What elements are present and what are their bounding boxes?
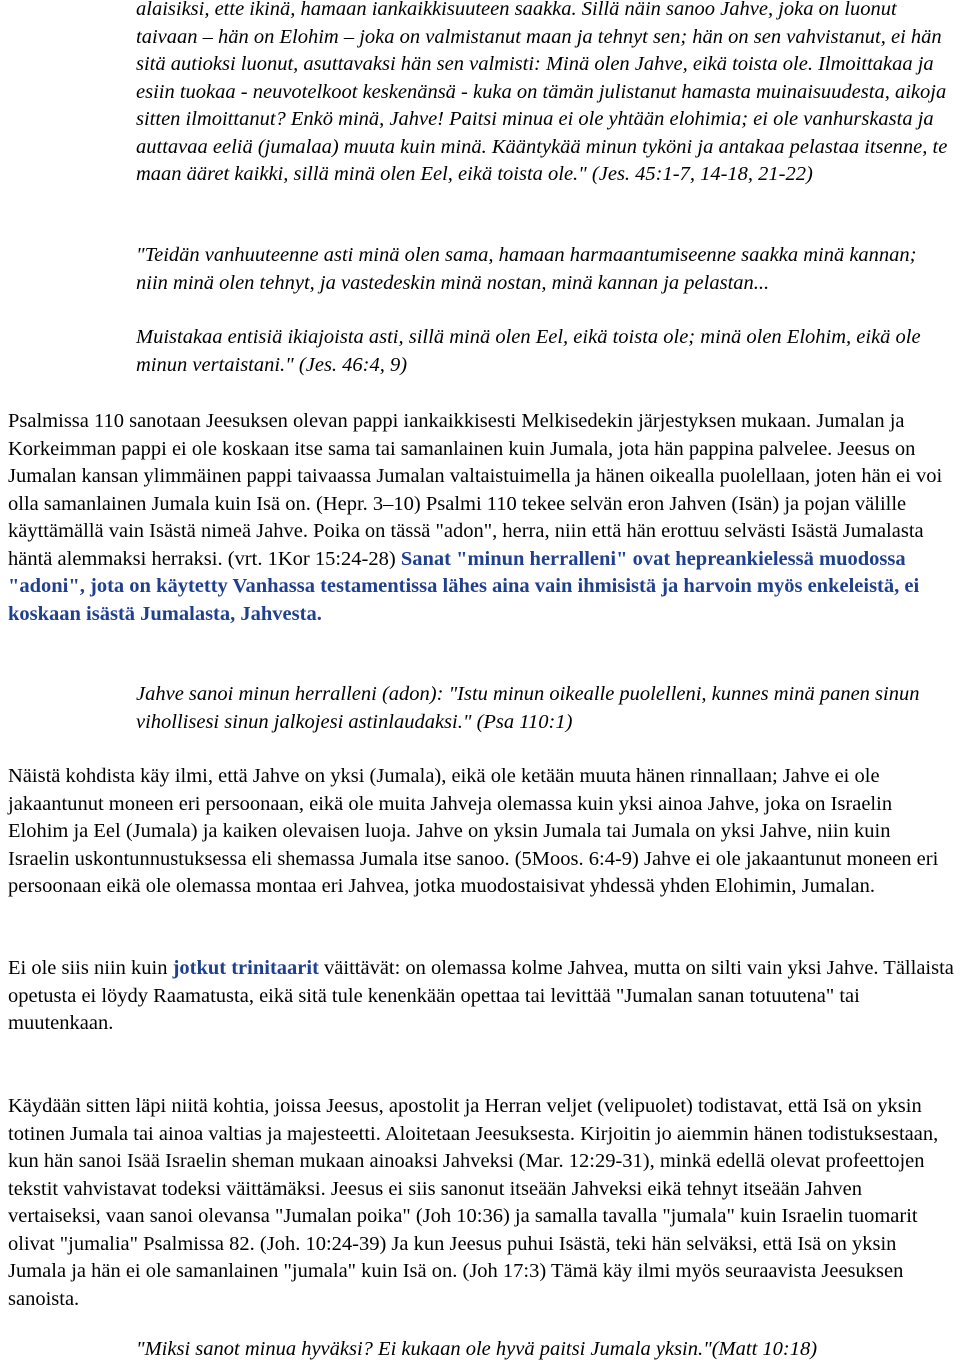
quote-psa-110: Jahve sanoi minun herralleni (adon): "Istu minun oikealle puolelleni, kunnes minä panen sinun vihollisesi sinun jalkojesi astinlaudaksi." (Psa 110:1) <box>136 683 920 733</box>
quote-jes-45: alaisiksi, ette ikinä, hamaan iankaikkisuuteen saakka. Sillä näin sanoo Jahve, joka on luonut taivaan – hän on Elohim – joka on valmistanut maan ja tehnyt sen; hän on sen vahvistanut, ei hän sitä autioksi luonut, asuttavaksi hän sen valmisti: Minä olen Jahve, eikä toista ole. Ilmoittakaa ja esiin tuokaa - neuvotelkoot keskenänsä - kuka on tämän julistanut hamasta muinaisuudesta, aikoja sitten ilmoittanut? Enkö minä, Jahve! Paitsi minua ei ole yhtään elohimia; ei ole vanhurskasta ja auttavaa eeliä (jumalaa) muuta kuin minä. Kääntykää minun tyköni ja antakaa pelastaa itsenne, te maan ääret kaikki, sillä minä olen Eel, eikä toista ole." (Jes. 45:1-7, 14-18, 21-22) <box>136 0 948 185</box>
quote-jes-46-part-2: Muistakaa entisiä ikiajoista asti, sillä minä olen Eel, eikä toista ole; minä olen Elohim, eikä ole minun vertaistani." (Jes. 46:4, 9) <box>136 326 921 376</box>
link-jotkut-trinitaarit[interactable]: jotkut trinitaarit <box>172 957 319 979</box>
paragraph-jahve-yksi: Näistä kohdista käy ilmi, että Jahve on yksi (Jumala), eikä ole ketään muuta hänen rinnallaan; Jahve ei ole jakaantunut moneen eri persoonaan, eikä ole muita Jahveja olemassa kuin yksi ainoa Jahve, joka on Israelin Elohim ja Eel (Jumala) ja kaiken olevaisen luoja. Jahve on yksin Jumala tai Jumala on yksi Jahve, niin kuin Israelin uskontunnustuksessa eli shemassa Jumala itse sanoo. (5Moos. 6:4-9) Jahve ei ole jakaantunut moneen eri persoonaan eikä ole olemassa montaa eri Jahvea, jotka muodostaisivat yhdessä yhden Elohimin, Jumalan. <box>8 765 939 897</box>
highlight-adoni: Sanat "minun herralleni" ovat hepreankielessä muodossa "adoni", jota on käytetty Vanhassa testamentissa lähes aina vain ihmisistä ja harvoin myös enkeleistä, ei koskaan isästä Jumalasta, Jahvesta. <box>8 547 920 625</box>
paragraph-trinitaarit-before: Ei ole siis niin kuin <box>8 957 173 979</box>
paragraph-trinitaarit-after: väittävät: on olemassa kolme Jahvea, mutta on silti vain yksi Jahve. Tällaista opetusta ei löydy Raamatusta, eikä sitä tule kenenkään opettaa tai levittää "Jumalan sanan totuutena" tai muutenkaan. <box>8 957 954 1034</box>
paragraph-psalm-110 <box>8 408 956 628</box>
quote-matt-10-18: "Miksi sanot minua hyväksi? Ei kukaan ole hyvä paitsi Jumala yksin."(Matt 10:18) <box>136 1338 818 1360</box>
paragraph-trinitaarit <box>8 955 956 1038</box>
quote-jes-46-part-1: "Teidän vanhuuteenne asti minä olen sama, hamaan harmaantumiseenne saakka minä kannan; niin minä olen tehnyt, ja vastedeskin minä nostan, minä kannan ja pelastan... <box>136 244 917 294</box>
paragraph-psalm-110-text: Psalmissa 110 sanotaan Jeesuksen olevan pappi iankaikkisesti Melkisedekin järjestyksen mukaan. Jumalan ja Korkeimman pappi ei ole koskaan itse sama tai samanlainen kuin Jumala, jota hän pappina palvelee. Jeesus on Jumalan kansan ylimmäinen pappi taivaassa Jumalan valtaistuimella ja hänen oikealla puolellaan, joten hän ei voi olla samanlainen Jumala kuin Isä on. (Hepr. 3–10) Psalmi 110 tekee selvän eron Jahven (Isän) ja pojan välille käyttämällä vain Isästä nimeä Jahve. Poika on tässä "adon", herra, niin että hän erottuu selvästi Isästä Jumalasta häntä alemmaksi herraksi. (vrt. 1Kor 15:24-28) <box>8 410 943 570</box>
paragraph-jeesus-todistus: Käydään sitten läpi niitä kohtia, joissa Jeesus, apostolit ja Herran veljet (velipuolet) todistavat, että Isä on yksin totinen Jumala tai ainoa valtias ja majesteetti. Aloitetaan Jeesuksesta. Kirjoitin jo aiemmin hänen todistuksestaan, kun hän sanoi Isää Israelin sheman mukaan ainoaksi Jahveksi (Mar. 12:29-31), minkä edellä olevat profeettojen tekstit vahvistavat todeksi väittämäksi. Jeesus ei siis sanonut itseään Jahveksi eikä tehnyt itseään Jahven vertaiseksi, vaan sanoi olevansa "Jumalan poika" (Joh 10:36) ja samalla tavalla "jumala" kuin Israelin tuomarit olivat "jumalia" Psalmissa 82. (Joh. 10:24-39) Ja kun Jeesus puhui Isästä, teki hän selväksi, että Isä on yksin Jumala ja hän ei ole samanlainen "jumala" kuin Isä on. (Joh 17:3) Tämä käy ilmi myös seuraavista Jeesuksen sanoista. <box>8 1095 939 1310</box>
